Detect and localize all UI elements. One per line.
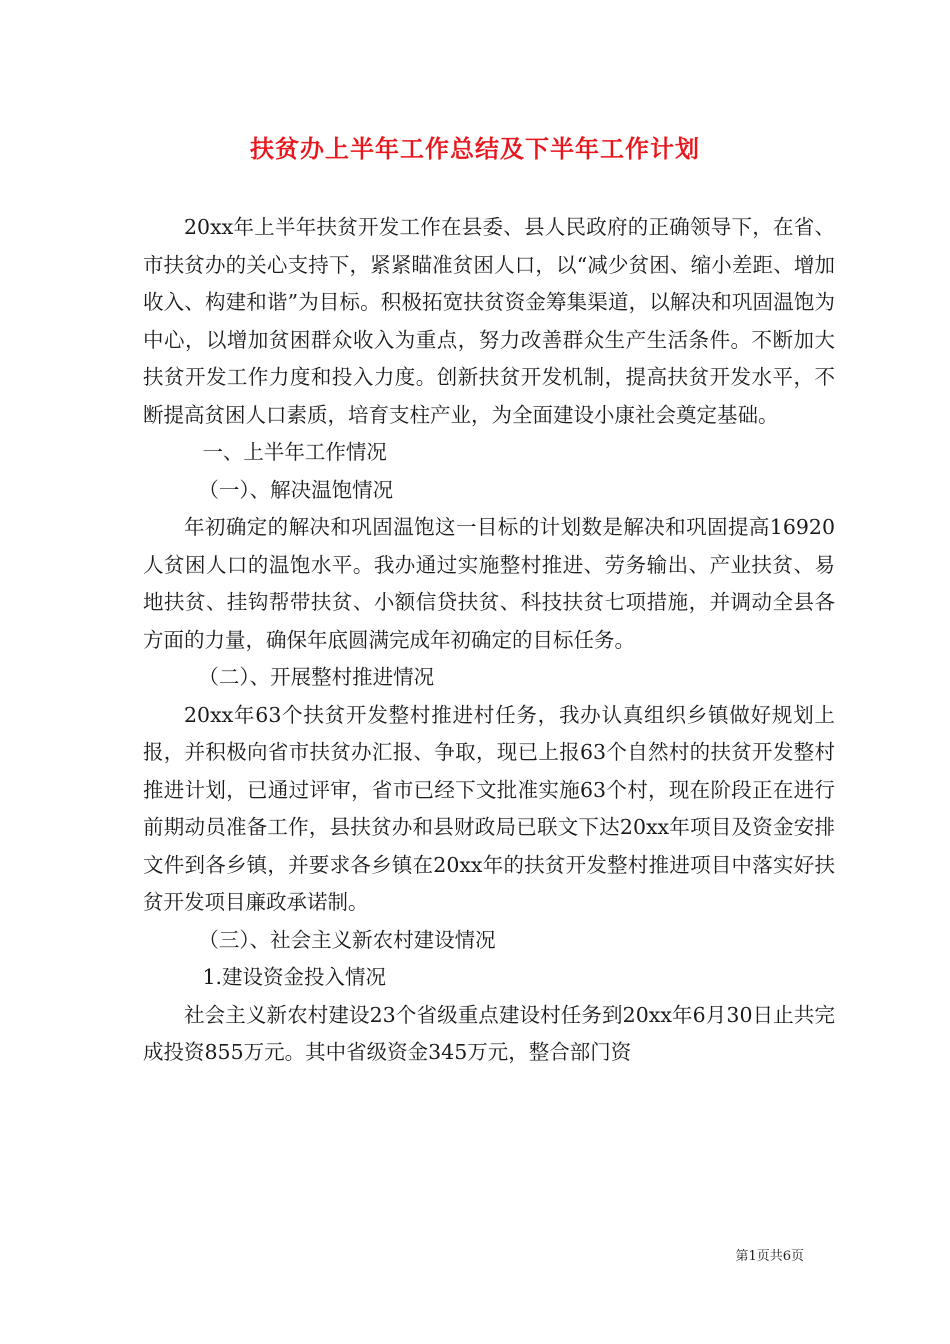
section-heading-1: 一、上半年工作情况 [202,440,387,464]
numbered-heading-1: 1.建设资金投入情况 [202,965,386,989]
subsection-heading-1: （一）、解决温饱情况 [198,477,394,502]
page-number-footer: 第1页共6页 [735,1249,804,1264]
body-paragraph: 20xx年63个扶贫开发整村推进村任务，我办认真组织乡镇做好规划上报，并积极向省市扶贫办汇报、争取，现已上报63个自然村的扶贫开发整村推进计划，已通过评审，省市已经下文批准实施63个村，现在阶段正在进行前期动员准备工作，县扶贫办和县财政局已联文下达20xx年项目及资金安排文件到各乡镇，并要求各乡镇在20xx年的扶贫开发整村推进项目中落实好扶贫开发项目廉政承诺制。 [143,702,835,914]
body-paragraph: 社会主义新农村建设23个省级重点建设村任务到20xx年6月30日止共完成投资855万元。其中省级资金345万元，整合部门资 [143,1002,835,1064]
subsection-heading-2: （二）、开展整村推进情况 [198,665,435,689]
subsection-heading-3: （三）、社会主义新农村建设情况 [198,927,496,952]
intro-paragraph: 20xx年上半年扶贫开发工作在县委、县人民政府的正确领导下，在省、市扶贫办的关心支持下，紧紧瞄准贫困人口，以“减少贫困、缩小差距、增加收入、构建和谐”为目标。积极拓宽扶贫资金筹集渠道，以解决和巩固温饱为中心，以增加贫困群众收入为重点，努力改善群众生产生活条件。不断加大扶贫开发工作力度和投入力度。创新扶贫开发机制，提高扶贫开发水平，不断提高贫困人口素质，培育支柱产业，为全面建设小康社会奠定基础。 [143,215,835,427]
document-body [143,209,835,1072]
document-title: 扶贫办上半年工作总结及下半年工作计划 [250,134,700,163]
body-paragraph: 年初确定的解决和巩固温饱这一目标的计划数是解决和巩固提高16920人贫困人口的温饱水平。我办通过实施整村推进、劳务输出、产业扶贫、易地扶贫、挂钩帮带扶贫、小额信贷扶贫、科技扶贫七项措施，并调动全县各方面的力量，确保年底圆满完成年初确定的目标任务。 [143,515,835,652]
